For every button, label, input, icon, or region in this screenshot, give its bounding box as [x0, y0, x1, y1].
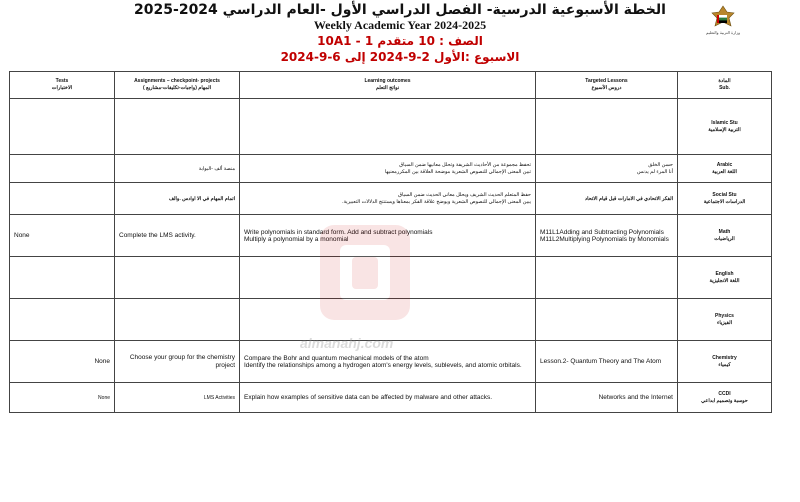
outcomes-cell: Compare the Bohr and quantum mechanical models of the atom Identify the relationships among a hydrogen atom's energy levels, sublevels, and atomic orbitals. — [240, 341, 536, 383]
outcomes-cell — [240, 257, 536, 299]
lessons-cell: الفكر الاتحادي في الامارات قبل قيام الاتحاد — [536, 183, 678, 215]
subject-cell: Chemistry كيمياء — [678, 341, 772, 383]
tests-cell — [10, 155, 115, 183]
subject-cell: Arabic اللغة العربية — [678, 155, 772, 183]
tests-cell — [10, 99, 115, 155]
tests-cell: None — [10, 341, 115, 383]
lessons-cell: Networks and the Internet — [536, 383, 678, 413]
tests-cell — [10, 299, 115, 341]
assignments-cell — [115, 99, 240, 155]
tests-cell — [10, 257, 115, 299]
title-arabic: الخطة الأسبوعية الدرسية- الفصل الدراسي الأول -العام الدراسي 2024-2025 — [134, 2, 666, 18]
class-line: الصف : 10 متقدم 1 - 10A1 — [317, 34, 483, 48]
assignments-cell — [115, 299, 240, 341]
assignments-cell: اتمام المهام في الا اوادس .والف — [115, 183, 240, 215]
outcomes-cell: تحفظ مجموعة من الأحاديث الشريفة وتحلل معانيها ضمن السياق تبين المعنى الإجمالي للنصوص الشعرية موضحة العلاقة بين المكررمعنيها — [240, 155, 536, 183]
header-lessons: Targeted Lessons دروس الأسبوع — [536, 72, 678, 99]
header-tests: Tests الاختبارات — [10, 72, 115, 99]
lessons-cell — [536, 99, 678, 155]
header-subject: المادة Sub. — [678, 72, 772, 99]
outcomes-cell: Explain how examples of sensitive data can be affected by malware and other attacks. — [240, 383, 536, 413]
outcomes-cell: Write polynomials in standard form. Add and subtract polynomials Multiply a polynomial by a monomial — [240, 215, 536, 257]
subject-cell: CCDI حوسبة وتصميم ابداعي — [678, 383, 772, 413]
week-line: الاسبوع :الأول 2-9-2024 إلى 6-9-2024 — [280, 50, 520, 64]
subject-cell: Math الرياضيات — [678, 215, 772, 257]
lessons-cell: M11L1Adding and Subtracting Polynomials M11L2Multiplying Polynomials by Monomials — [536, 215, 678, 257]
tests-cell — [10, 183, 115, 215]
header-outcomes: Learning outcomes نواتج التعلم — [240, 72, 536, 99]
assignments-cell: Choose your group for the chemistry project — [115, 341, 240, 383]
title-english: Weekly Academic Year 2024-2025 — [313, 18, 487, 32]
outcomes-cell — [240, 99, 536, 155]
table-header-row — [10, 72, 772, 99]
weekly-plan-table — [9, 71, 772, 413]
table-row — [10, 215, 772, 257]
table-row — [10, 341, 772, 383]
assignments-cell: منصة ألف -البوابة — [115, 155, 240, 183]
table-row — [10, 183, 772, 215]
table-row — [10, 299, 772, 341]
assignments-cell — [115, 257, 240, 299]
lessons-cell: Lesson.2- Quantum Theory and The Atom — [536, 341, 678, 383]
subject-cell: English اللغة الانجليزية — [678, 257, 772, 299]
table-row — [10, 155, 772, 183]
watermark-text: almanahj.com — [300, 335, 394, 351]
tests-cell: None — [10, 215, 115, 257]
tests-cell: None — [10, 383, 115, 413]
subject-cell: Physics الفيزياء — [678, 299, 772, 341]
assignments-cell: Complete the LMS activity. — [115, 215, 240, 257]
table-row — [10, 99, 772, 155]
lessons-cell — [536, 299, 678, 341]
lessons-cell: حسن الخلق أنا المرء لم يدنس — [536, 155, 678, 183]
subject-cell: Islamic Stu التربية الإسلامية — [678, 99, 772, 155]
outcomes-cell: حفظ المتعلم الحديث الشريف ويحلل معاني الحديث ضمن السياق يبين المعنى الإجمالي للنصوص الشعرية ويوضح علاقة الفكر بمعناها ويستنتج الدلالات التعبيرية. — [240, 183, 536, 215]
logo-caption: وزارة التربية والتعليم — [705, 30, 741, 35]
page-header — [0, 0, 800, 70]
lessons-cell — [536, 257, 678, 299]
subject-cell: Social Stu الدراسات الاجتماعية — [678, 183, 772, 215]
table-row — [10, 257, 772, 299]
header-assignments: Assignments – checkpoint- projects المهام (واجبات-تكليفات-مشاريع ) — [115, 72, 240, 99]
outcomes-cell — [240, 299, 536, 341]
table-row — [10, 383, 772, 413]
assignments-cell: LMS Activities — [115, 383, 240, 413]
